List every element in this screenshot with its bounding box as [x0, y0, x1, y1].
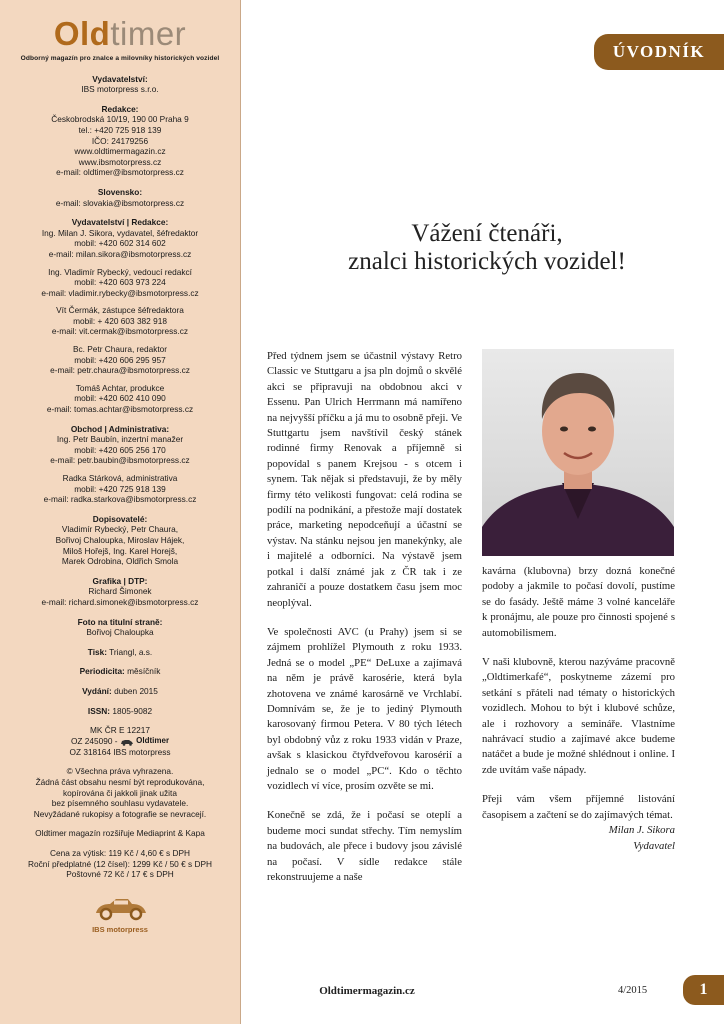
- copyright-line: bez písemného souhlasu vydavatele.: [51, 798, 189, 809]
- dopisovatele-line: Bořivoj Chaloupka, Miroslav Hájek,: [55, 534, 185, 545]
- copyright-line: © Všechna práva vyhrazena.: [66, 766, 174, 777]
- slovensko-heading: Slovensko:: [97, 186, 143, 197]
- staff-line: mobil: +420 606 295 957: [74, 354, 166, 365]
- ibs-logo-text: IBS motorpress: [92, 925, 148, 935]
- staff-entry: [0, 228, 240, 260]
- staff-line: Ing. Vladimír Rybecký, vedoucí redakcí: [48, 266, 192, 277]
- obchod-entry: [0, 473, 240, 505]
- staff-line: e-mail: vladimir.rybecky@ibsmotorpress.cz: [41, 287, 199, 298]
- paragraph: V naši klubovně, kterou nazýváme pracovně „Oldtimerkafé“, poskytneme zázemí pro setkání s přáteli nad tématy o historických vozidlech. Mohou to být i klubové schůze, ale i rozhovory a semináře. Vlastníme nahrávací studio a zajímavé akce budeme natáčet a bude je možné shlédnout i online. I zde uvítám vaše nápady.: [482, 656, 675, 776]
- small-car-icon: [120, 738, 134, 746]
- paragraph: Před týdnem jsem se účastnil výstavy Retro Classic ve Stuttgaru a jsa pln dojmů o skvělé akci se připravuji na obdobnou akci v Essenu. Pan Ulrich Herrmann má namířeno na nejvyšší příčku a já mu to osobně přeji. Ve Stuttgartu jsem navštívil český stánek rodinné firmy Renovak a příjemně si popovídal s panem Krejsou - s otcem i synem. Tak nějak si představuji, že by měly firmy této velikosti fungovat: celá rodina se podílí na podnikání, a přestože mají dostatek práce, marketing nepodceňují a účastní se výstav. Na stánku nejsou jen manekýnky, ale i majitelé a odborníci. Na výstavě jsem potkal i další známé jak z ČR tak i ze zahraničí a pouze dostatkem času jsem moc neoplýval.: [267, 350, 462, 609]
- mk-oldtimer-logo: Oldtimer: [136, 736, 170, 746]
- tisk-line: [0, 647, 240, 658]
- copyright-line: kopírována či jakkoli jinak užita: [63, 787, 177, 798]
- distribution-line: Oldtimer magazín rozšiřuje Mediaprint & Kapa: [35, 828, 205, 839]
- periodicita-label: Periodicita:: [79, 666, 125, 677]
- paragraph: Ve společnosti AVC (u Prahy) jsem si se zájmem prohlížel Plymouth z roku 1933. Jedná se o model „PE“ DeLuxe a zajímavá na něm je právě karosérie, která byla zhotovena ve známé karosárně ve Vrchlabí. Domnívám se, že je to jediný Plymouth karosovaný firmou Petera. V 80 tých létech byl obdobný vůz z roku 1933 vidán v Praze, avšak s klasickou čtyřdveřovou karosérií a jednalo se o model „PC“. Kdo o těchto vozidlech ví více, prosím ozvěte se mi.: [267, 625, 462, 792]
- price-line: Roční předplatné (12 čísel): 1299 Kč / 50 € s DPH: [27, 858, 212, 869]
- staff-heading: Vydavatelství | Redakce:: [71, 217, 169, 228]
- foto-line: Bořivoj Chaloupka: [86, 627, 154, 638]
- publisher-block: [0, 74, 240, 95]
- issn-value: 1805-9082: [112, 705, 153, 716]
- mk-line: OZ 318164 IBS motorpress: [69, 746, 171, 757]
- tisk-value: Triangl, a.s.: [109, 646, 153, 657]
- copyright-line: Žádná část obsahu nesmí být reprodukována,: [35, 776, 205, 787]
- author-photo: [482, 349, 674, 556]
- signature-name: Milan J. Sikora: [608, 824, 675, 837]
- grafika-block: [0, 576, 240, 608]
- foto-block: [0, 617, 240, 638]
- dopisovatele-heading: Dopisovatelé:: [92, 513, 148, 524]
- staff-line: mobil: + 420 603 382 918: [73, 315, 167, 326]
- staff-line: Ing. Milan J. Sikora, vydavatel, šéfredaktor: [41, 227, 199, 238]
- signature-role: Vydavatel: [633, 839, 675, 852]
- redakce-line: www.ibsmotorpress.cz: [78, 156, 162, 167]
- mk-line: OZ 245090 -: [70, 735, 118, 746]
- staff-line: e-mail: milan.sikora@ibsmotorpress.cz: [48, 248, 192, 259]
- periodicita-value: měsíčník: [127, 666, 161, 677]
- paragraph: Konečně se zdá, že i počasí se oteplí a budeme moci sundat střechy. Tím nemyslím na budovách, ale přece i budovy jsou závislé na počasí. V sídle redakce stále rekonstruujeme a naše: [267, 809, 462, 883]
- mk-line: MK ČR E 12217: [90, 725, 150, 736]
- vintage-car-icon: [90, 896, 150, 922]
- grafika-line: e-mail: richard.simonek@ibsmotorpress.cz: [41, 596, 199, 607]
- vydani-label: Vydání:: [82, 685, 112, 696]
- copyright-line: Nevyžádané rukopisy a fotografie se nevracejí.: [33, 808, 207, 819]
- redakce-line: tel.: +420 725 918 139: [78, 124, 162, 135]
- publisher-heading: Vydavatelství:: [92, 73, 148, 84]
- redakce-line: Českobrodská 10/19, 190 00 Praha 9: [51, 114, 189, 125]
- issn-line: [0, 706, 240, 717]
- obchod-heading: Obchod | Administrativa:: [70, 423, 170, 434]
- mk-block: [0, 725, 240, 757]
- paragraph: kavárna (klubovna) brzy dozná konečné podoby a jakmile to počasí dovolí, pustíme se do fasády. Ještě máme 3 volné kanceláře k pronájmu, ale pouze pro činnosti spojené s automobilismem.: [482, 565, 675, 639]
- issn-label: ISSN:: [87, 705, 111, 716]
- dopisovatele-block: [0, 514, 240, 567]
- obchod-line: e-mail: radka.starkova@ibsmotorpress.cz: [43, 494, 197, 505]
- redakce-block: [0, 104, 240, 178]
- staff-line: mobil: +420 602 314 602: [74, 238, 166, 249]
- grafika-heading: Grafika | DTP:: [92, 575, 148, 586]
- article-column-1: [267, 349, 462, 899]
- oldtimer-logo: [0, 16, 240, 52]
- dopisovatele-line: Marek Odrobina, Oldřich Smola: [61, 556, 179, 567]
- redakce-line: IČO: 24179256: [91, 135, 149, 146]
- obchod-line: mobil: +420 605 256 170: [74, 444, 166, 455]
- redakce-heading: Redakce:: [101, 103, 139, 114]
- obchod-line: e-mail: petr.baubin@ibsmotorpress.cz: [50, 455, 190, 466]
- staff-line: Vít Čermák, zástupce šéfredaktora: [56, 305, 184, 316]
- staff-line: Bc. Petr Chaura, redaktor: [72, 344, 168, 355]
- copyright-block: [0, 766, 240, 819]
- masthead-sidebar: [0, 0, 241, 1024]
- staff-line: e-mail: tomas.achtar@ibsmotorpress.cz: [46, 404, 194, 415]
- redakce-line: www.oldtimermagazin.cz: [74, 146, 166, 157]
- grafika-line: Richard Šimonek: [88, 586, 152, 597]
- footer-website: Oldtimermagazin.cz: [319, 985, 415, 997]
- periodicita-line: [0, 666, 240, 677]
- footer-issue: 4/2015: [618, 985, 648, 996]
- headline-line: znalci historických vozidel!: [348, 248, 626, 275]
- staff-line: e-mail: vit.cermak@ibsmotorpress.cz: [51, 326, 189, 337]
- obchod-line: Radka Stárková, administrativa: [62, 473, 178, 483]
- staff-entry: [0, 383, 240, 415]
- price-line: Cena za výtisk: 119 Kč / 4,60 € s DPH: [49, 847, 191, 858]
- obchod-line: mobil: +420 725 918 139: [74, 483, 166, 494]
- staff-block: [0, 217, 240, 415]
- slovensko-line: e-mail: slovakia@ibsmotorpress.cz: [55, 197, 185, 208]
- article-column-2: [482, 564, 675, 854]
- vydani-value: duben 2015: [114, 685, 158, 696]
- logo-timer: timer: [110, 15, 187, 52]
- price-line: Poštovné 72 Kč / 17 € s DPH: [66, 869, 174, 880]
- publisher-name: IBS motorpress s.r.o.: [81, 84, 159, 95]
- slovensko-block: [0, 187, 240, 208]
- headline-line: Vážení čtenáři,: [411, 220, 563, 247]
- staff-line: Tomáš Achtar, produkce: [75, 382, 165, 393]
- mk-line-logo: [0, 736, 240, 747]
- staff-line: e-mail: petr.chaura@ibsmotorpress.cz: [50, 365, 190, 376]
- paragraph: Přeji vám všem příjemné listování časopisem a začtení se do zajímavých témat.: [482, 793, 675, 821]
- obchod-entry: [0, 434, 240, 466]
- page-number: 1: [683, 975, 724, 1005]
- obchod-block: [0, 424, 240, 505]
- section-tab: ÚVODNÍK: [594, 34, 724, 70]
- dopisovatele-line: Vladimír Rybecký, Petr Chaura,: [61, 524, 179, 535]
- logo-subtitle: Odborný magazín pro znalce a milovníky historických vozidel: [20, 55, 220, 62]
- staff-entry: [0, 267, 240, 299]
- vydani-line: [0, 686, 240, 697]
- ibs-motorpress-logo: [0, 896, 240, 936]
- price-block: [0, 848, 240, 880]
- staff-entry: [0, 344, 240, 376]
- dopisovatele-line: Miloš Hořejš, Ing. Karel Horejš,: [62, 545, 178, 556]
- staff-line: mobil: +420 602 410 090: [74, 393, 166, 404]
- staff-entry: [0, 305, 240, 337]
- foto-heading: Foto na titulní straně:: [77, 616, 163, 627]
- redakce-line: e-mail: oldtimer@ibsmotorpress.cz: [56, 167, 184, 178]
- tisk-label: Tisk:: [87, 646, 107, 657]
- page-headline: [262, 220, 712, 276]
- logo-old: Old: [53, 15, 111, 52]
- staff-line: mobil: +420 603 973 224: [74, 277, 166, 288]
- obchod-line: Ing. Petr Baubín, inzertní manažer: [56, 434, 184, 445]
